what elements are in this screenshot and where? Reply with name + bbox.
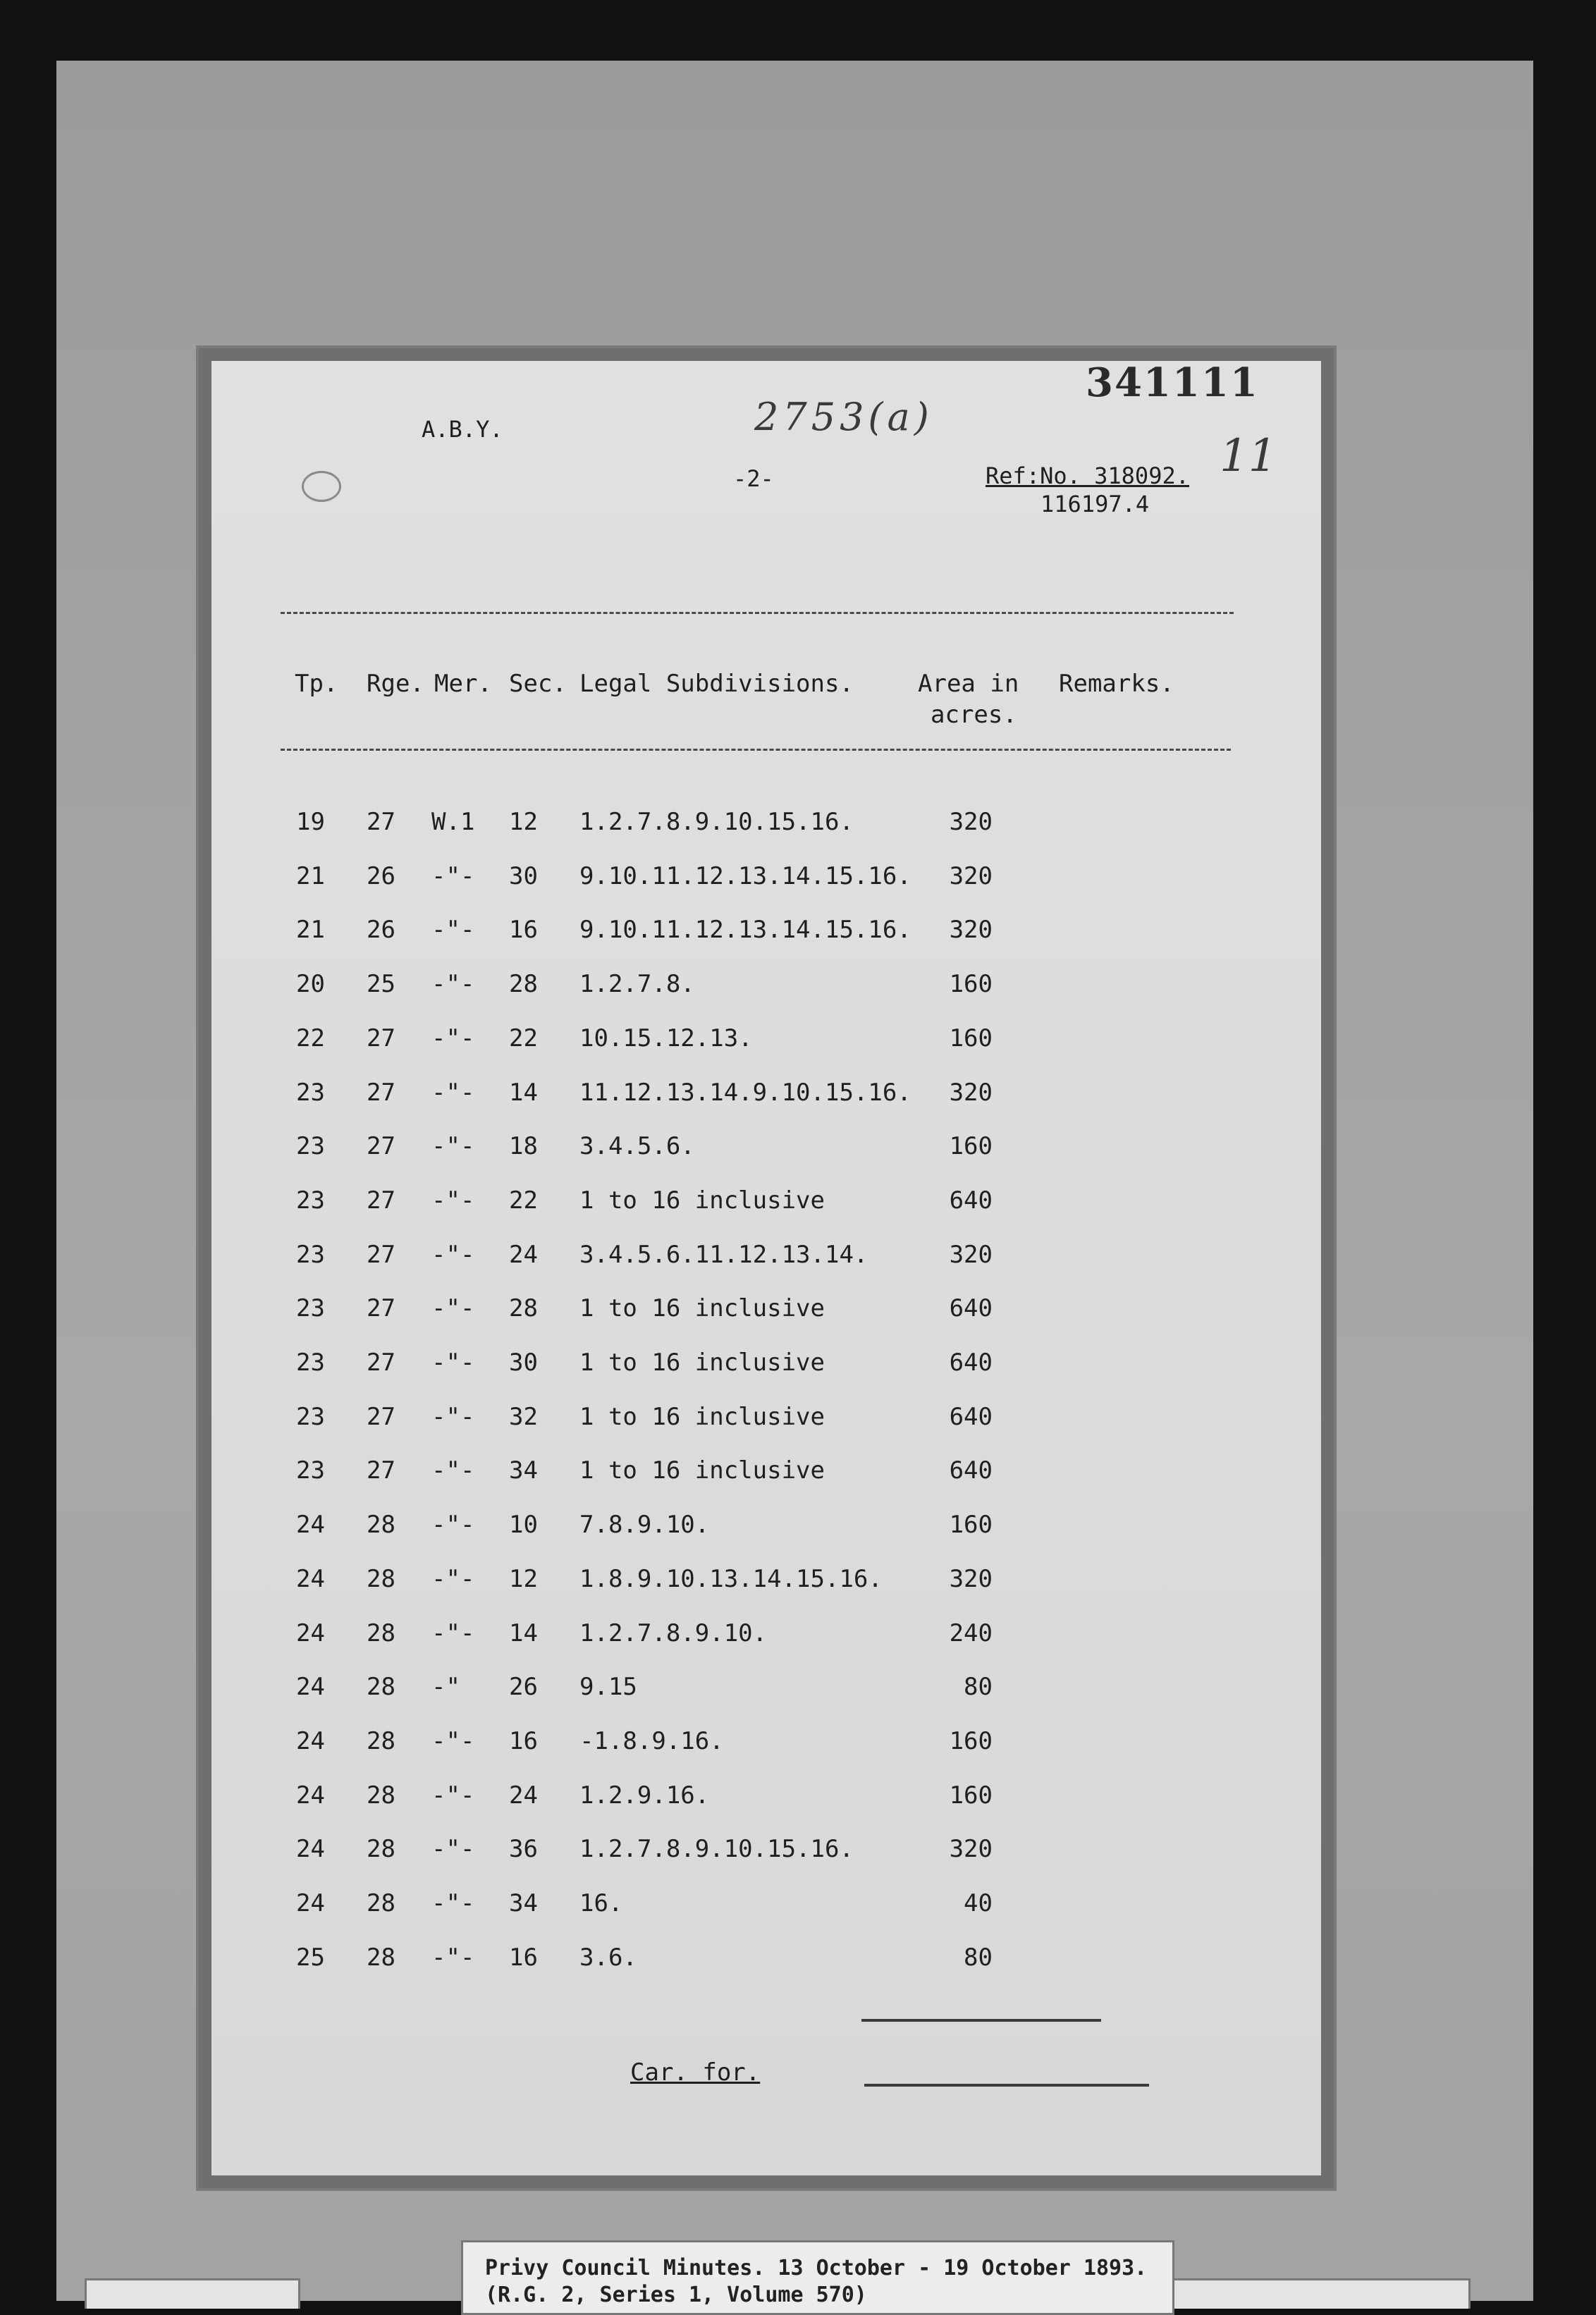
cell-rge: 28	[367, 1726, 395, 1755]
cell-mer: -"-	[431, 1726, 475, 1755]
cell-area: 160	[949, 1781, 993, 1810]
cell-sec: 34	[509, 1456, 538, 1485]
cell-rge: 26	[367, 916, 395, 945]
cell-sec: 28	[509, 1294, 538, 1323]
cell-sec: 24	[509, 1781, 538, 1810]
cell-rge: 27	[367, 1240, 395, 1269]
cell-legal: 16.	[579, 1889, 623, 1917]
cell-sec: 16	[509, 916, 538, 945]
cell-area: 80	[964, 1943, 993, 1972]
cell-rge: 27	[367, 1078, 395, 1107]
carried-forward-rule	[864, 2084, 1149, 2087]
margin-mark: 11	[1220, 430, 1277, 482]
cell-rge: 27	[367, 1186, 395, 1215]
cell-mer: -"-	[431, 1349, 475, 1377]
cell-legal: 1.8.9.10.13.14.15.16.	[579, 1564, 883, 1593]
cell-tp: 21	[296, 916, 325, 945]
cell-legal: 1.2.7.8.9.10.15.16.	[579, 808, 854, 836]
cell-rge: 27	[367, 1349, 395, 1377]
cell-area: 160	[949, 1511, 993, 1540]
column-header-tp: Tp.	[295, 670, 338, 698]
cell-legal: 1 to 16 inclusive	[579, 1349, 825, 1377]
cell-mer: W.1	[431, 808, 475, 836]
total-rule	[861, 2019, 1101, 2022]
cell-tp: 23	[296, 1186, 325, 1215]
column-header-legal: Legal Subdivisions.	[579, 670, 854, 698]
cell-legal: 9.15	[579, 1673, 637, 1702]
cell-area: 160	[949, 970, 993, 999]
cell-legal: 10.15.12.13.	[579, 1024, 753, 1052]
column-header-remarks: Remarks.	[1059, 670, 1174, 698]
column-header-mer: Mer.	[434, 670, 492, 698]
cell-area: 640	[949, 1294, 993, 1323]
cell-rge: 28	[367, 1781, 395, 1810]
cell-sec: 32	[509, 1402, 538, 1431]
punch-hole-mark	[302, 471, 341, 502]
divider-top	[281, 612, 1234, 614]
cell-area: 640	[949, 1349, 993, 1377]
cell-tp: 25	[296, 1943, 325, 1972]
cell-area: 320	[949, 1835, 993, 1864]
cell-rge: 28	[367, 1619, 395, 1647]
cell-area: 160	[949, 1132, 993, 1161]
cell-rge: 28	[367, 1943, 395, 1972]
cell-legal: 1.2.7.8.9.10.15.16.	[579, 1835, 854, 1864]
folder-tab-right	[1170, 2278, 1471, 2309]
cell-sec: 28	[509, 970, 538, 999]
cell-sec: 30	[509, 861, 538, 890]
cell-area: 160	[949, 1024, 993, 1052]
cell-sec: 14	[509, 1078, 538, 1107]
cell-tp: 24	[296, 1835, 325, 1864]
cell-mer: -"-	[431, 1132, 475, 1161]
cell-mer: -"-	[431, 1078, 475, 1107]
cell-tp: 23	[296, 1078, 325, 1107]
cell-rge: 28	[367, 1835, 395, 1864]
cell-tp: 24	[296, 1564, 325, 1593]
cell-mer: -"-	[431, 1564, 475, 1593]
cell-tp: 24	[296, 1511, 325, 1540]
cell-mer: -"	[431, 1673, 460, 1702]
cell-tp: 24	[296, 1889, 325, 1917]
cell-sec: 26	[509, 1673, 538, 1702]
cell-rge: 27	[367, 1024, 395, 1052]
cell-legal: 9.10.11.12.13.14.15.16.	[579, 861, 911, 890]
cell-area: 320	[949, 1564, 993, 1593]
carried-forward-label: Car. for.	[630, 2058, 761, 2087]
cell-legal: -1.8.9.16.	[579, 1726, 724, 1755]
column-header-rge: Rge.	[367, 670, 424, 698]
cell-mer: -"-	[431, 861, 475, 890]
cell-sec: 12	[509, 808, 538, 836]
cell-mer: -"-	[431, 1835, 475, 1864]
cell-area: 320	[949, 861, 993, 890]
cell-mer: -"-	[431, 1456, 475, 1485]
cell-mer: -"-	[431, 1781, 475, 1810]
cell-rge: 27	[367, 1132, 395, 1161]
cell-tp: 24	[296, 1619, 325, 1647]
cell-tp: 24	[296, 1726, 325, 1755]
cell-tp: 23	[296, 1132, 325, 1161]
cell-tp: 23	[296, 1456, 325, 1485]
cell-area: 640	[949, 1186, 993, 1215]
cell-legal: 7.8.9.10.	[579, 1511, 710, 1540]
cell-tp: 23	[296, 1349, 325, 1377]
cell-sec: 10	[509, 1511, 538, 1540]
column-header-area-unit: acres.	[931, 701, 1017, 729]
cell-mer: -"-	[431, 1024, 475, 1052]
cell-mer: -"-	[431, 1511, 475, 1540]
cell-legal: 3.6.	[579, 1943, 637, 1972]
cell-legal: 1 to 16 inclusive	[579, 1402, 825, 1431]
cell-sec: 22	[509, 1186, 538, 1215]
cell-mer: -"-	[431, 916, 475, 945]
cell-legal: 9.10.11.12.13.14.15.16.	[579, 916, 911, 945]
cell-mer: -"-	[431, 1889, 475, 1917]
cell-sec: 14	[509, 1619, 538, 1647]
archive-label-title: Privy Council Minutes. 13 October - 19 October 1893.	[485, 2256, 1148, 2280]
cell-tp: 24	[296, 1781, 325, 1810]
cell-rge: 27	[367, 808, 395, 836]
cell-rge: 28	[367, 1889, 395, 1917]
cell-area: 320	[949, 808, 993, 836]
cell-legal: 11.12.13.14.9.10.15.16.	[579, 1078, 911, 1107]
column-header-area: Area in	[918, 670, 1019, 698]
handwritten-reference: 2753(a)	[754, 395, 933, 439]
reference-number: Ref:No. 318092.	[986, 462, 1189, 489]
cell-sec: 12	[509, 1564, 538, 1593]
divider-header	[281, 749, 1231, 751]
cell-area: 320	[949, 916, 993, 945]
cell-mer: -"-	[431, 970, 475, 999]
cell-tp: 23	[296, 1402, 325, 1431]
cell-rge: 26	[367, 861, 395, 890]
cell-area: 320	[949, 1240, 993, 1269]
cell-tp: 24	[296, 1673, 325, 1702]
stamp-number: 341111	[1086, 360, 1259, 406]
initials: A.B.Y.	[422, 416, 503, 443]
cell-mer: -"-	[431, 1294, 475, 1323]
cell-area: 640	[949, 1402, 993, 1431]
cell-sec: 36	[509, 1835, 538, 1864]
cell-sec: 16	[509, 1943, 538, 1972]
cell-rge: 25	[367, 970, 395, 999]
cell-legal: 1.2.7.8.	[579, 970, 695, 999]
cell-area: 240	[949, 1619, 993, 1647]
cell-mer: -"-	[431, 1186, 475, 1215]
cell-sec: 22	[509, 1024, 538, 1052]
cell-rge: 28	[367, 1511, 395, 1540]
cell-area: 640	[949, 1456, 993, 1485]
cell-legal: 1.2.7.8.9.10.	[579, 1619, 768, 1647]
page-number: -2-	[733, 465, 774, 492]
cell-area: 160	[949, 1726, 993, 1755]
cell-rge: 27	[367, 1402, 395, 1431]
cell-mer: -"-	[431, 1619, 475, 1647]
cell-rge: 28	[367, 1673, 395, 1702]
archive-label-volume: (R.G. 2, Series 1, Volume 570)	[485, 2283, 867, 2307]
cell-sec: 30	[509, 1349, 538, 1377]
cell-legal: 3.4.5.6.	[579, 1132, 695, 1161]
reference-number-secondary: 116197.4	[1041, 491, 1150, 517]
cell-sec: 18	[509, 1132, 538, 1161]
cell-rge: 27	[367, 1456, 395, 1485]
cell-area: 320	[949, 1078, 993, 1107]
cell-legal: 1 to 16 inclusive	[579, 1186, 825, 1215]
cell-tp: 20	[296, 970, 325, 999]
cell-sec: 16	[509, 1726, 538, 1755]
cell-mer: -"-	[431, 1402, 475, 1431]
cell-mer: -"-	[431, 1943, 475, 1972]
cell-mer: -"-	[431, 1240, 475, 1269]
cell-tp: 19	[296, 808, 325, 836]
cell-legal: 1 to 16 inclusive	[579, 1294, 825, 1323]
cell-tp: 23	[296, 1240, 325, 1269]
cell-legal: 1 to 16 inclusive	[579, 1456, 825, 1485]
cell-rge: 28	[367, 1564, 395, 1593]
cell-tp: 22	[296, 1024, 325, 1052]
cell-legal: 1.2.9.16.	[579, 1781, 710, 1810]
column-header-sec: Sec.	[509, 670, 567, 698]
cell-legal: 3.4.5.6.11.12.13.14.	[579, 1240, 868, 1269]
cell-sec: 24	[509, 1240, 538, 1269]
folder-tab-left	[85, 2278, 300, 2309]
cell-area: 80	[964, 1673, 993, 1702]
cell-area: 40	[964, 1889, 993, 1917]
cell-sec: 34	[509, 1889, 538, 1917]
cell-tp: 21	[296, 861, 325, 890]
cell-tp: 23	[296, 1294, 325, 1323]
cell-rge: 27	[367, 1294, 395, 1323]
